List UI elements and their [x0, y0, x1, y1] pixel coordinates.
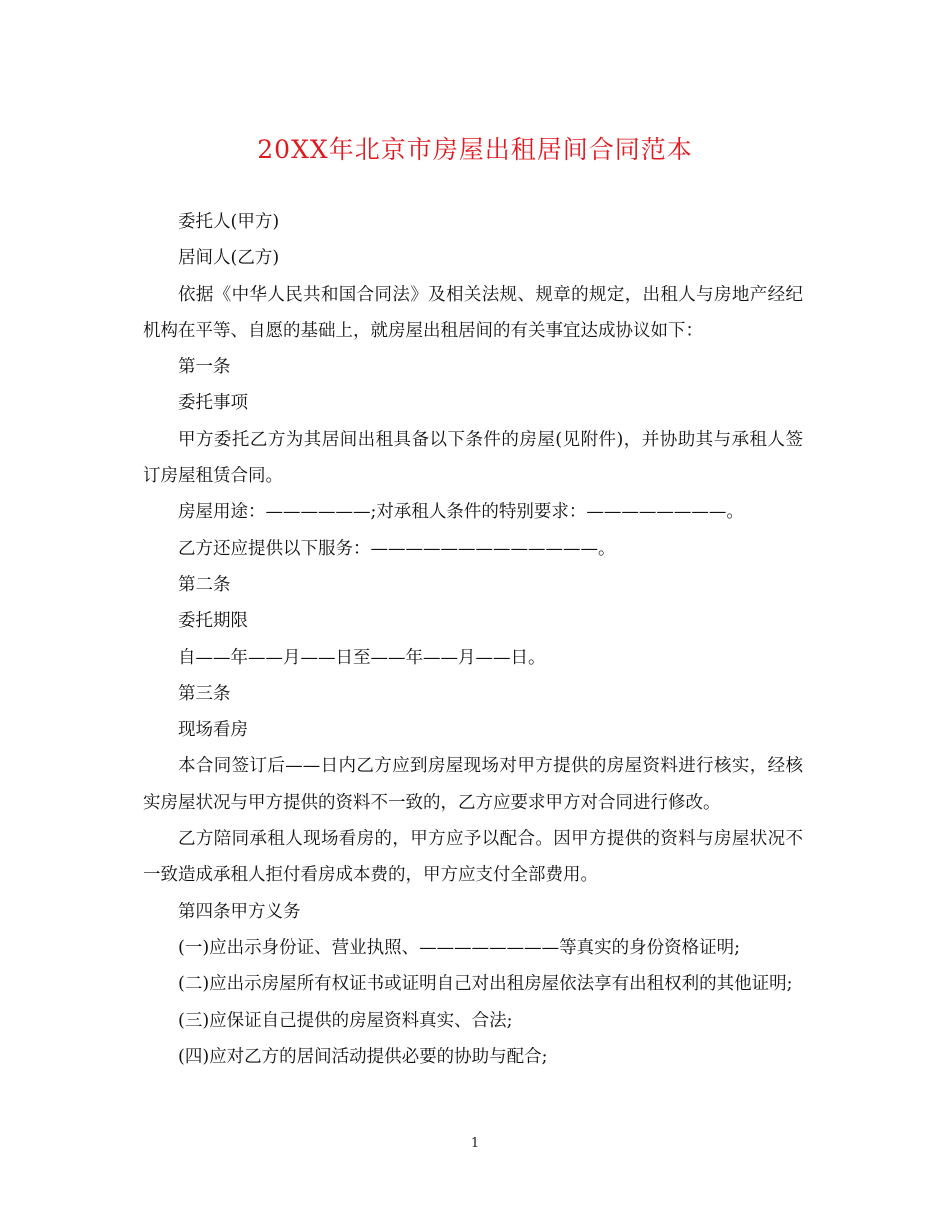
page-number: 1 [470, 1136, 480, 1151]
obligation-3: (三)应保证自己提供的房屋资料真实、合法; [178, 1010, 513, 1031]
article-3-heading: 第三条 [178, 683, 231, 704]
house-usage-line: 房屋用途：——————;对承租人条件的特别要求：————————。 [178, 502, 744, 523]
paragraph-principal: 委托人(甲方) [178, 212, 280, 232]
paragraph-preamble: 依据《中华人民共和国合同法》及相关法规、规章的规定，出租人与房地产经纪机构在平等、自愿的基础上，就房屋出租居间的有关事宜达成协议如下： [143, 284, 803, 341]
article-4-heading: 第四条甲方义务 [178, 901, 301, 922]
document-body [143, 204, 803, 1075]
article-3-title: 现场看房 [178, 720, 248, 741]
document-title: 20XX年北京市房屋出租居间合同范本 [257, 135, 693, 164]
article-1-title: 委托事项 [178, 393, 248, 414]
article-3-text-2: 乙方陪同承租人现场看房的，甲方应予以配合。因甲方提供的资料与房屋状况不一致造成承租人拒付看房成本费的，甲方应支付全部费用。 [143, 829, 803, 886]
term-dates-line: 自——年——月——日至——年——月——日。 [178, 647, 546, 668]
obligation-2: (二)应出示房屋所有权证书或证明自己对出租房屋依法享有出租权利的其他证明; [178, 974, 793, 995]
article-2-heading: 第二条 [178, 574, 231, 595]
obligation-4: (四)应对乙方的居间活动提供必要的协助与配合; [178, 1046, 548, 1067]
extra-services-line: 乙方还应提供以下服务：—————————————。 [178, 538, 616, 559]
obligation-1: (一)应出示身份证、营业执照、————————等真实的身份资格证明; [178, 937, 741, 958]
article-1-text: 甲方委托乙方为其居间出租具备以下条件的房屋(见附件)，并协助其与承租人签订房屋租赁合同。 [143, 429, 803, 487]
article-2-title: 委托期限 [178, 611, 248, 632]
paragraph-intermediary: 居间人(乙方) [178, 248, 280, 269]
article-1-heading: 第一条 [178, 357, 231, 378]
article-3-text-1: 本合同签订后——日内乙方应到房屋现场对甲方提供的房屋资料进行核实，经核实房屋状况与甲方提供的资料不一致的，乙方应要求甲方对合同进行修改。 [143, 756, 803, 813]
